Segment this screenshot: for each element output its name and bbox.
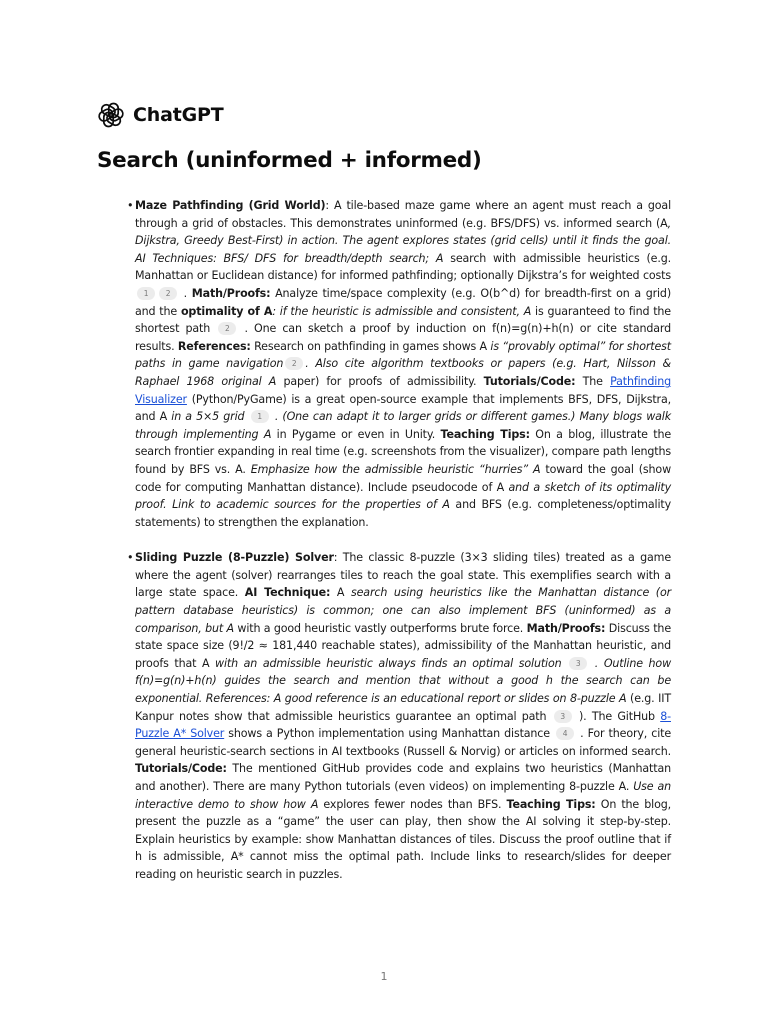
body-text: . [179,286,192,300]
body-text: : The classic 8-puzzle (3×3 sliding tiles) treated as a game where the agent (solver) rearranges tiles to reach the goal state. This exemplifies search with a large state space. [135,551,671,600]
citation-badge[interactable]: 2 [218,322,236,335]
bold-label: AI Technique: [244,586,331,600]
body-text: : A tile-based maze game where an agent must reach a goal through a grid of obstacles. This demonstrates uninformed (e.g. BFS/DFS) vs. informed search (A [135,199,671,230]
list-item [127,549,672,883]
bold-label: Maze Pathfinding (Grid World) [135,199,326,212]
bold-label: Teaching Tips: [440,427,530,441]
body-text: shows a Python implementation using Manhattan distance [224,727,555,741]
italic-text: . (One can adapt it to larger grids or different games.) Many blogs walk through implementing A [135,410,671,441]
citation-badge[interactable]: 2 [159,287,177,300]
citation-badge[interactable]: 4 [556,727,574,740]
page-title: Search (uninformed + informed) [97,148,482,173]
body-text: (e.g. IIT Kanpur notes show that admissible heuristics guarantee an optimal path [135,692,672,723]
content-list [127,197,672,884]
external-link[interactable]: 8-Puzzle A* Solver [135,709,671,741]
body-text: toward the goal (show code for computing Manhattan distance). Include pseudocode of A [135,462,671,494]
body-text: On the blog, present the puzzle as a “game” the user can play, then show the AI solving it step-by-step. Explain heuristics by example: show Manhattan distances of tiles. Discuss the proof outline that if h is admissible, A* cannot miss the optimal path. Include links to research/slides for deeper reading on heuristic search in puzzles. [135,797,671,881]
body-text: search with admissible heuristics (e.g. Manhattan or Euclidean distance) for informed pathfinding; optionally Dijkstra’s for weighted costs [135,251,671,283]
bold-label: Tutorials/Code: [483,374,576,388]
bold-label: Tutorials/Code: [135,762,227,776]
body-text: paper) for proofs of admissibility. [276,374,484,388]
body-text: The mentioned GitHub provides code and explains two heuristics (Manhattan and another). There are many Python tutorials (even videos) on implementing 8-puzzle A. [135,762,671,793]
bold-label: Math/Proofs: [526,621,606,635]
italic-text: in a 5×5 grid [171,410,249,424]
logo-text: ChatGPT [133,104,224,126]
bold-label: Teaching Tips: [506,797,596,811]
body-text: A [330,586,351,600]
italic-text: . Also cite algorithm textbooks or papers (e.g. Hart, Nilsson & Raphael 1968 original A [135,357,671,388]
italic-text: and a sketch of its optimality proof. Link to academic sources for the properties of A [135,480,671,512]
list-item [127,197,672,531]
body-text: The [575,374,611,388]
body-text: Discuss the state space size (9!/2 ≈ 181,440 reachable states), admissibility of the Manhattan heuristic, and proofs that A [135,621,671,670]
external-link[interactable]: Pathfinding Visualizer [135,374,672,406]
citation-badge[interactable]: 2 [285,357,303,370]
body-text: . For theory, cite general heuristic-search sections in AI textbooks (Russell & Norvig) or articles on informed search. [135,727,672,758]
italic-text: Emphasize how the admissible heuristic “hurries” A [250,462,541,476]
italic-text: is “provably optimal” for shortest paths in game navigation [135,339,671,371]
bold-label: optimality of A [180,304,273,318]
body-text: On a blog, illustrate the search frontier expanding in real time (e.g. screenshots from the visualizer), compare path lengths found by BFS vs. A. [135,427,671,476]
body-text: (Python/PyGame) is a great open-source example that implements BFS, DFS, Dijkstra, and A [135,392,671,424]
bullet-marker: • [127,199,134,212]
italic-text: . Outline how f(n)=g(n)+h(n) guides the search and mention that without a good h the search can be exponential. References: A good reference is an educational report or slides on 8-puzzle A [135,656,671,706]
body-text: and BFS (e.g. completeness/optimality statements) to strengthen the explanation. [135,498,671,529]
body-text: Analyze time/space complexity (e.g. O(b^d) for breadth-first on a grid) and the [135,286,671,318]
bold-label: References: [177,339,251,353]
italic-text: search using heuristics like the Manhattan distance (or pattern database heuristics) is common; one can also implement BFS (uninformed) as a comparison, but A [135,586,671,635]
italic-text: with an admissible heuristic always finds an optimal solution [215,656,568,670]
body-text: with a good heuristic vastly outperforms brute force. [233,621,527,635]
bold-label: Sliding Puzzle (8-Puzzle) Solver [135,551,334,565]
chatgpt-logo [97,100,223,130]
body-text: ). The GitHub [573,709,661,723]
italic-text: , Dijkstra, Greedy Best-First) in action. The agent explores states (grid cells) until it finds the goal. AI Techniques: BFS/ DFS for breadth/depth search; A [135,216,671,265]
body-text: explores fewer nodes than BFS. [318,797,507,811]
openai-logo-icon [97,101,125,129]
body-text: Research on pathfinding in games shows A [250,339,491,353]
citation-badge[interactable]: 3 [569,657,587,670]
italic-text: Use an interactive demo to show how A [135,780,671,811]
body-text: . One can sketch a proof by induction on f(n)=g(n)+h(n) or cite standard results. [135,322,671,353]
citation-badge[interactable]: 3 [554,710,572,723]
citation-badge[interactable]: 1 [137,287,155,300]
bullet-marker: • [127,551,134,565]
body-text: is guaranteed to find the shortest path [135,304,671,336]
body-text: in Pygame or even in Unity. [271,427,441,441]
bold-label: Math/Proofs: [191,286,271,300]
citation-badge[interactable]: 1 [251,410,269,423]
page-number: 1 [380,970,388,983]
italic-text: : if the heuristic is admissible and consistent, A [272,304,532,318]
